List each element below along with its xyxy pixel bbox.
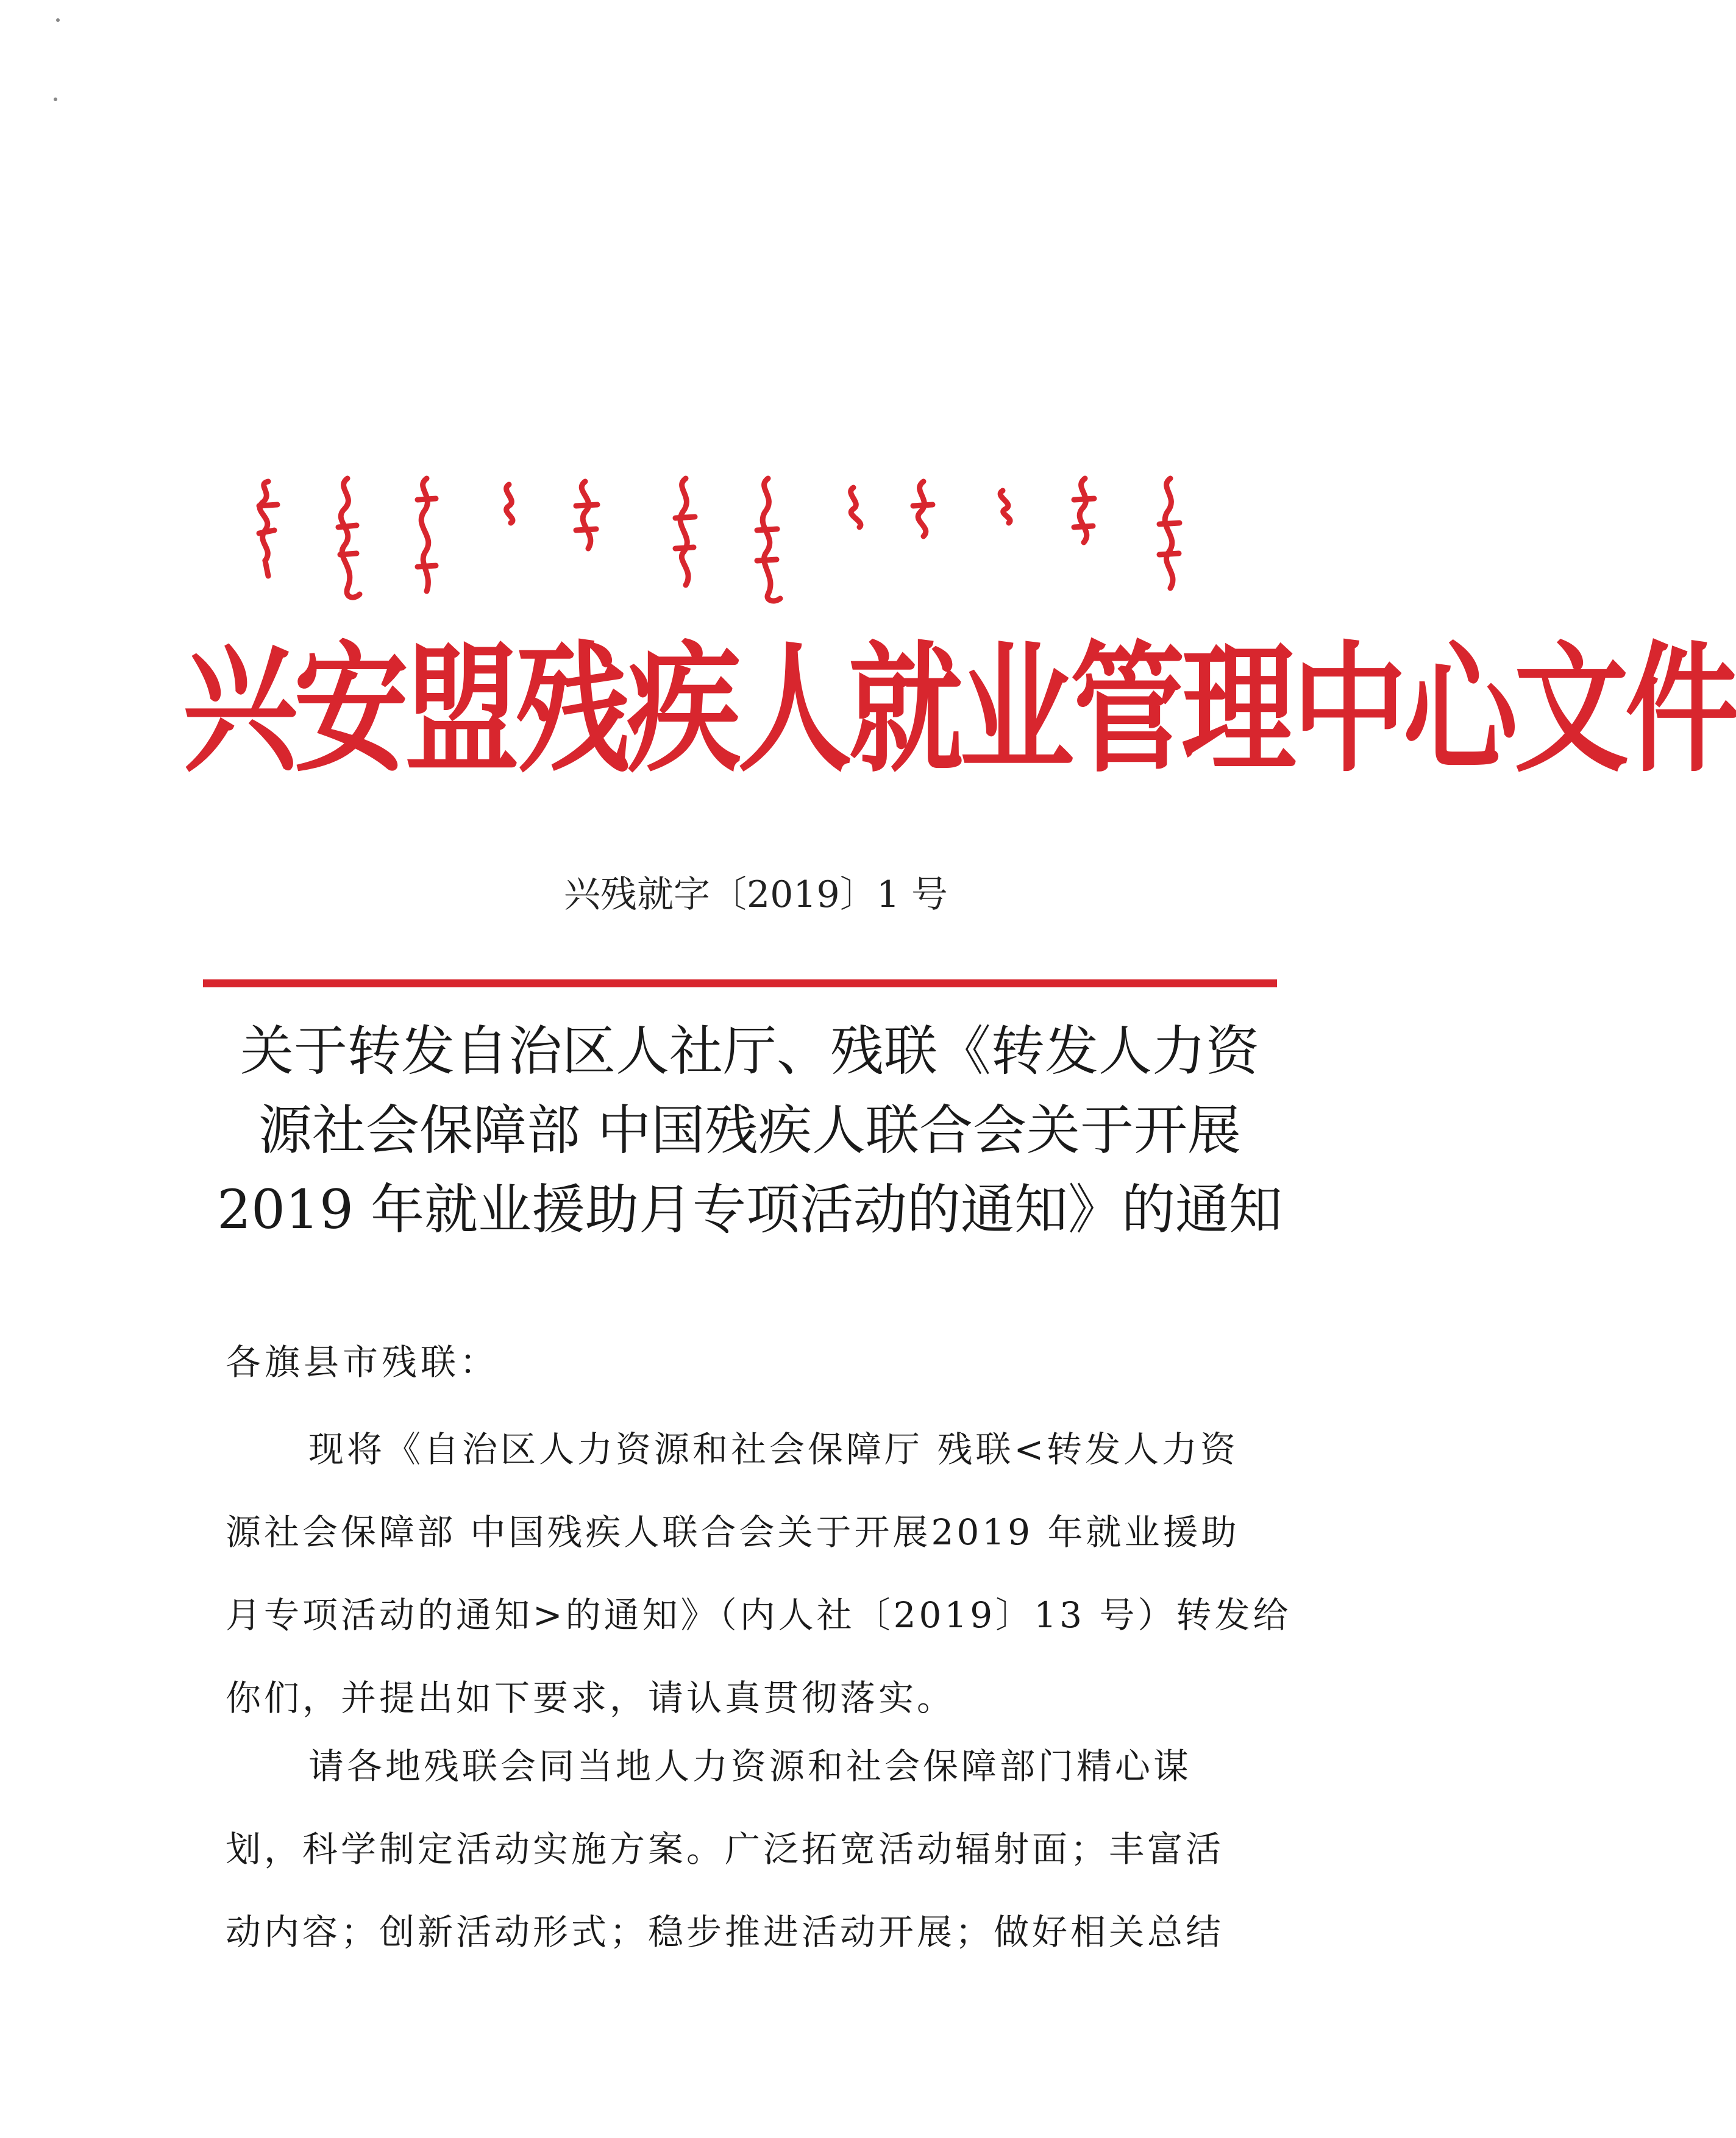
paragraph-line: 源社会保障部 中国残疾人联合会关于开展2019 年就业援助: [226, 1511, 1240, 1553]
salutation: 各旗县市残联：: [226, 1341, 499, 1383]
scan-speck: [56, 18, 60, 22]
title-line: 关于转发自治区人社厅、残联《转发人力资: [240, 1020, 1259, 1082]
document-title: [201, 1012, 1298, 1249]
issuing-organization-title: 兴安盟残疾人就业管理中心文件: [183, 628, 1736, 792]
title-line: 源社会保障部 中国残疾人联合会关于开展: [258, 1099, 1241, 1162]
paragraph-line: 月专项活动的通知>的通知》（内人社〔2019〕13 号）转发给: [226, 1594, 1292, 1636]
mongolian-script-header: [232, 469, 1231, 609]
paragraph-line: 划，科学制定活动实施方案。广泛拓宽活动辐射面；丰富活: [226, 1828, 1225, 1870]
body-paragraph: [226, 1725, 1286, 1973]
scan-speck: [54, 98, 57, 101]
paragraph-line: 现将《自治区人力资源和社会保障厅 残联<转发人力资: [308, 1429, 1239, 1470]
paragraph-line: 动内容；创新活动形式；稳步推进活动开展；做好相关总结: [226, 1911, 1225, 1953]
red-divider-line: [203, 979, 1277, 987]
title-line: 2019 年就业援助月专项活动的通知》的通知: [217, 1178, 1282, 1241]
mongolian-script-icon: [232, 469, 1231, 609]
document-number: 兴残就字〔2019〕1 号: [564, 873, 948, 916]
paragraph-line: 请各地残联会同当地人力资源和社会保障部门精心谋: [308, 1746, 1192, 1787]
paragraph-line: 你们，并提出如下要求，请认真贯彻落实。: [226, 1677, 956, 1719]
body-paragraph: [226, 1408, 1292, 1739]
